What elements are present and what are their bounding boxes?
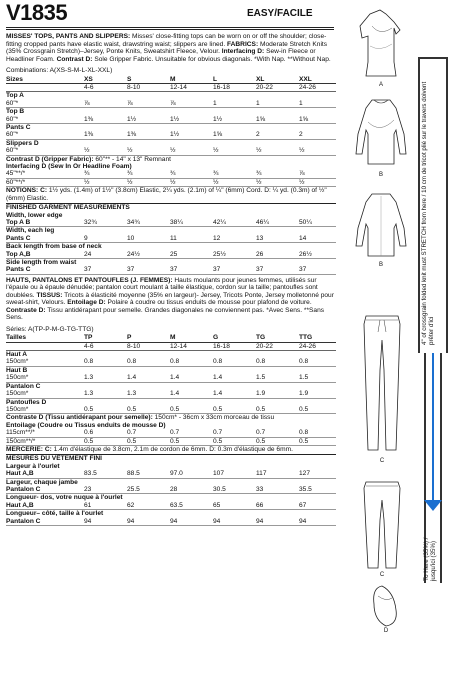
en-size-col: M	[164, 75, 207, 84]
pattern-number: V1835	[6, 0, 68, 25]
pattern-envelope-text	[6, 33, 336, 526]
en-contrast-cell	[6, 155, 336, 163]
fr-contrast-label: Contraste D (Tissu antidérapant pour semelle):	[6, 414, 153, 422]
fr-measure-cell: 63.5	[164, 502, 207, 510]
en-measure-row	[6, 235, 336, 243]
fr-measure-cell: 97.0	[164, 470, 207, 478]
en-garment-row	[6, 139, 336, 147]
en-contrast-label: Contrast D (Gripper Fabric):	[6, 155, 94, 163]
en-yardage-cell: 1⅜	[121, 131, 164, 139]
en-yardage-cell: 1	[250, 100, 293, 108]
en-yardage-cell: ½	[78, 147, 121, 155]
fr-interfacing-width: 150cm**/*	[6, 437, 78, 445]
en-measure-cell: 26	[250, 251, 293, 259]
top-a-drawing-icon	[350, 6, 412, 82]
en-contrast-text: 60"** - 14" x 13" Remnant	[93, 155, 171, 163]
en-yardage-cell: ½	[293, 147, 336, 155]
fr-measure-row	[6, 518, 336, 526]
fr-yardage-cell: 1.3	[121, 390, 164, 398]
fabrics-text: Moderate Stretch Knits (35% Crossgrain Stretch)–Jersey, Ponte Knits, Sweatshirt Fleece, Velour.	[6, 40, 328, 55]
en-measure-cell: 10	[121, 235, 164, 243]
pants-c-back-drawing-icon	[358, 480, 406, 574]
en-fabric-width: 60"*	[6, 100, 78, 108]
en-yardage-cell: 2	[250, 131, 293, 139]
interfacing-label: Interfacing D:	[221, 48, 265, 55]
en-measure-heading-row	[6, 227, 336, 235]
en-yardage-cell: ⅞	[78, 100, 121, 108]
fr-contrast-text: 150cm* - 36cm x 33cm morceau de tissu	[152, 414, 275, 422]
en-garment-name: Slippers D	[6, 139, 39, 147]
view-label-b: B	[378, 172, 383, 178]
fr-interfacing-values	[6, 437, 336, 445]
fr-fabric-width: 150cm*	[6, 374, 78, 382]
stretch-gauge-note: 4" of crossgrain folded knit must STRETCH from here / 10 cm de tricot plié sur le travers doivent prêter d'ici	[421, 81, 435, 345]
fr-yardage-cell: 1.3	[78, 374, 121, 382]
entoilage-text: Polaire à coudre ou tissus enduits de mousse pour plafond de voiture.	[105, 299, 312, 307]
en-measure-garment: Pants C	[6, 235, 78, 243]
fr-measure-cell: 117	[250, 470, 293, 478]
en-size-col: XXL	[293, 75, 336, 84]
en-blank	[6, 83, 78, 91]
en-size-subheader	[6, 83, 336, 91]
stretch-arrow-line	[432, 353, 434, 503]
fr-yardage-row	[6, 390, 336, 398]
english-description	[6, 33, 336, 63]
en-measure-cell: 9	[78, 235, 121, 243]
en-measure-garment: Top A B	[6, 219, 78, 227]
en-measure-title: FINISHED GARMENT MEASUREMENTS	[6, 203, 336, 212]
en-measure-cell: 25½	[207, 251, 250, 259]
fr-yardage-row	[6, 374, 336, 382]
en-size-subcol: 24-26	[293, 83, 336, 91]
en-yardage-cell: 1⅝	[250, 116, 293, 124]
french-title: HAUTS, PANTALONS ET PANTOUFLES (J. FEMMES):	[6, 276, 173, 284]
en-yardage-cell: ⅞	[164, 100, 207, 108]
french-desc-text: Hauts moulants pour jeunes femmes, utilisés sur l'épaule ou à épaule dénudée; pantalon court moulant à taille élastique, cordon sur la taille; pantoufles sont doublées.	[6, 276, 318, 299]
fr-measure-table	[6, 463, 336, 526]
fr-measure-cell: 94	[250, 518, 293, 526]
view-b-front-illustration	[350, 94, 412, 180]
en-measure-heading-row	[6, 243, 336, 251]
en-interfacing-values	[6, 170, 336, 178]
en-interfacing-width: 60"**/*	[6, 178, 78, 186]
en-fabric-width: 60"*	[6, 116, 78, 124]
fr-measure-heading: Longueur- dos, votre nuque à l'ourlet	[6, 494, 123, 502]
fr-size-subcol: 12-14	[164, 342, 207, 350]
fr-interfacing-cell: 0.7	[121, 429, 164, 437]
en-garment-name: Pants C	[6, 123, 31, 131]
en-measure-cell: 32¾	[78, 219, 121, 227]
fr-yardage-cell: 1.5	[250, 374, 293, 382]
en-measure-cell: 26½	[293, 251, 336, 259]
view-c-front-illustration	[358, 310, 406, 470]
en-yardage-cell: 1½	[164, 131, 207, 139]
fr-measure-cell: 88.5	[121, 470, 164, 478]
fr-interfacing-cell: 0.5	[207, 437, 250, 445]
en-yardage-cell: 2	[293, 131, 336, 139]
view-label-b-2: B	[378, 262, 383, 268]
fr-interfacing-cell: 0.5	[250, 437, 293, 445]
fr-notions-text: 1.4m d'élastique de 3.8cm, 2.1m de cordon de 6mm. D: 0.3m d'élastique de 6mm.	[51, 445, 293, 453]
en-notions-row	[6, 187, 336, 202]
fr-yardage-cell: 0.8	[164, 358, 207, 366]
en-measure-heading-row	[6, 258, 336, 266]
fr-yardage-cell: 1.4	[164, 390, 207, 398]
fabrics-label: FABRICS:	[227, 40, 259, 48]
en-notions-cell	[6, 187, 336, 202]
en-yardage-cell: 1⅜	[78, 131, 121, 139]
fr-measure-row	[6, 470, 336, 478]
en-interfacing-cell: ½	[293, 178, 336, 186]
fr-yardage-cell: 0.8	[121, 358, 164, 366]
fr-yardage-cell: 1.3	[78, 390, 121, 398]
contrast-text: Sole Gripper Fabric. Unsuitable for obvious diagonals. *With Nap. **Without Nap.	[92, 55, 331, 63]
fr-measure-cell: 25.5	[121, 486, 164, 494]
en-garment-row	[6, 108, 336, 116]
fr-garment-row	[6, 351, 336, 359]
view-label-c: C	[379, 458, 385, 464]
top-b-back-drawing-icon	[350, 190, 412, 264]
fr-measure-cell: 61	[78, 502, 121, 510]
en-interfacing-cell: ¾	[250, 170, 293, 178]
en-garment-name: Top B	[6, 108, 25, 116]
en-yardage-cell: 1	[207, 100, 250, 108]
fr-measure-cell: 94	[164, 518, 207, 526]
en-size-subcol: 4-6	[78, 83, 121, 91]
fr-interfacing-cell: 0.7	[207, 429, 250, 437]
en-measure-cell: 12	[207, 235, 250, 243]
measurements-en	[6, 203, 336, 275]
en-measure-heading: Side length from waist	[6, 258, 77, 266]
fr-interfacing-label: Entoilage (Coudre ou Tissus enduits de mousse D)	[6, 421, 166, 429]
fr-garment-row	[6, 398, 336, 406]
stretch-arrow-icon	[424, 500, 442, 511]
en-measure-cell: 11	[164, 235, 207, 243]
fr-size-col: TG	[250, 333, 293, 342]
fr-measure-cell: 83.5	[78, 470, 121, 478]
en-measure-cell: 37	[293, 266, 336, 274]
en-yardage-cell: 1	[293, 100, 336, 108]
fr-measure-heading: Longueur– côté, taille à l'ourlet	[6, 510, 104, 518]
en-interfacing-row	[6, 163, 336, 170]
fr-yardage-cell: 0.5	[293, 406, 336, 414]
en-fabric-width: 60"*	[6, 131, 78, 139]
en-garment-row	[6, 92, 336, 100]
fr-size-header	[6, 333, 336, 342]
fr-measure-cell: 28	[164, 486, 207, 494]
fr-yardage-cell: 0.5	[250, 406, 293, 414]
fr-size-subcol: 20-22	[250, 342, 293, 350]
en-interfacing-width: 45"**/*	[6, 170, 78, 178]
fr-measure-cell: 94	[293, 518, 336, 526]
fr-size-col: M	[164, 333, 207, 342]
fr-measure-title: MESURES DU VÊTEMENT FINI	[6, 454, 336, 463]
en-interfacing-values	[6, 178, 336, 186]
fr-interfacing-cell: 0.8	[293, 429, 336, 437]
fr-measure-cell: 66	[250, 502, 293, 510]
view-label-a: A	[378, 82, 383, 88]
en-measure-row	[6, 219, 336, 227]
en-measure-heading: Width, lower edge	[6, 211, 63, 219]
header-rule	[6, 27, 334, 28]
en-notions-text: 1½ yds. (1.4m) of 1½" (3.8cm) Elastic, 2¼ yds. (2.1m) of ¼" (6mm) Cord. D: ¼ yd. (0.3m) of ½" (6mm) Elastic.	[6, 187, 327, 202]
fr-yardage-row	[6, 406, 336, 414]
en-garment-name: Top A	[6, 92, 24, 100]
entoilage-label: Entoilage D:	[67, 299, 106, 307]
fr-contrast-row	[6, 414, 336, 422]
fr-measure-cell: 94	[78, 518, 121, 526]
fr-measure-cell: 94	[121, 518, 164, 526]
fr-garment-row	[6, 382, 336, 390]
en-yardage-cell: 1½	[207, 116, 250, 124]
en-measure-row	[6, 266, 336, 274]
en-interfacing-cell: ½	[164, 178, 207, 186]
fr-yardage-cell: 0.8	[293, 358, 336, 366]
header-rule-2	[6, 29, 334, 30]
en-measure-cell: 46¼	[250, 219, 293, 227]
en-measure-cell: 24½	[121, 251, 164, 259]
fr-measure-garment: Pantalon C	[6, 486, 78, 494]
english-title: MISSES' TOPS, PANTS AND SLIPPERS:	[6, 33, 131, 40]
en-yardage-cell: ½	[250, 147, 293, 155]
en-measure-cell: 50¼	[293, 219, 336, 227]
fr-measure-cell: 33	[250, 486, 293, 494]
fr-measure-cell: 23	[78, 486, 121, 494]
french-description	[6, 277, 336, 322]
fr-interfacing-cell: 0.5	[164, 437, 207, 445]
fr-size-subheader	[6, 342, 336, 350]
fr-yardage-cell: 1.9	[293, 390, 336, 398]
fr-measure-cell: 94	[207, 518, 250, 526]
view-label-d: D	[383, 628, 389, 634]
en-fabric-width: 60"*	[6, 147, 78, 155]
fr-interfacing-cell: 0.6	[78, 429, 121, 437]
interfacing-text: Sew-in Fleece or Headliner Foam.	[6, 48, 316, 63]
view-d-illustration	[364, 582, 408, 638]
fr-fabric-width: 150cm*	[6, 406, 78, 414]
fr-interfacing-cell: 0.5	[293, 437, 336, 445]
fr-yardage-row	[6, 358, 336, 366]
en-interfacing-cell: ½	[121, 178, 164, 186]
contraste-label: Contraste D:	[6, 306, 46, 314]
tissus-label: TISSUS:	[36, 291, 63, 299]
en-interfacing-cell: ¾	[78, 170, 121, 178]
yardage-table-en	[6, 75, 336, 203]
en-interfacing-cell: ⅞	[293, 170, 336, 178]
fr-size-col: P	[121, 333, 164, 342]
fr-size-subcol: 16-18	[207, 342, 250, 350]
fr-fabric-width: 150cm*	[6, 390, 78, 398]
fr-measure-heading-row	[6, 494, 336, 502]
en-size-subcol: 12-14	[164, 83, 207, 91]
fr-measure-heading: Largeur, chaque jambe	[6, 478, 78, 486]
en-size-col: XL	[250, 75, 293, 84]
en-yardage-cell: ½	[207, 147, 250, 155]
en-interfacing-cell: ¾	[121, 170, 164, 178]
en-yardage-cell: 1½	[164, 116, 207, 124]
en-yardage-row	[6, 147, 336, 155]
en-measure-heading: Back length from base of neck	[6, 243, 102, 251]
fr-measure-cell: 35.5	[293, 486, 336, 494]
yardage-table-fr	[6, 333, 336, 453]
en-measure-heading-row	[6, 212, 336, 219]
fr-interfacing-cell: 0.5	[78, 437, 121, 445]
fr-measure-garment: Pantalon C	[6, 518, 78, 526]
combinations-fr: Séries: A(TP-P-M-G-TG-TTG)	[6, 325, 94, 333]
fr-yardage-cell: 1.4	[164, 374, 207, 382]
fr-yardage-cell: 1.4	[207, 390, 250, 398]
english-desc-text: Misses' close-fitting tops can be worn on or off the shoulder; close-fitting cropped pants have elastic waist, drawstring waist; slippers are lined.	[6, 33, 327, 48]
fr-notions-cell	[6, 445, 336, 453]
fr-measure-cell: 30.5	[207, 486, 250, 494]
measurements-fr	[6, 454, 336, 526]
fr-blank	[6, 342, 78, 350]
combinations-en: Combinations: A(XS-S-M-L-XL-XXL)	[6, 67, 113, 74]
en-size-col: XS	[78, 75, 121, 84]
stretch-gauge-end-note: To Here (35%) / jusqu'ici (35%)	[423, 537, 437, 581]
fr-size-col: G	[207, 333, 250, 342]
en-measure-garment: Top A,B	[6, 251, 78, 259]
en-size-subcol: 8-10	[121, 83, 164, 91]
en-measure-garment: Pants C	[6, 266, 78, 274]
fr-garment-name: Haut A	[6, 351, 28, 359]
view-c-back-illustration	[358, 480, 406, 580]
fr-size-subcol: 24-26	[293, 342, 336, 350]
fr-measure-cell: 127	[293, 470, 336, 478]
en-measure-cell: 38¼	[164, 219, 207, 227]
view-label-c-2: C	[379, 572, 385, 578]
en-measure-cell: 42¼	[207, 219, 250, 227]
fr-yardage-cell: 1.5	[293, 374, 336, 382]
fr-measure-cell: 67	[293, 502, 336, 510]
pants-c-front-drawing-icon	[358, 310, 406, 460]
en-interfacing-cell: ½	[78, 178, 121, 186]
view-b-back-illustration	[350, 190, 412, 270]
en-size-col: S	[121, 75, 164, 84]
fr-interfacing-row	[6, 422, 336, 429]
en-measure-cell: 37	[250, 266, 293, 274]
fr-size-subcol: 8-10	[121, 342, 164, 350]
fr-measure-garment: Haut A,B	[6, 470, 78, 478]
en-measure-cell: 25	[164, 251, 207, 259]
fr-yardage-cell: 0.8	[78, 358, 121, 366]
fr-interfacing-values	[6, 429, 336, 437]
en-measure-table	[6, 212, 336, 275]
en-size-subcol: 16-18	[207, 83, 250, 91]
en-interfacing-cell: ¾	[207, 170, 250, 178]
fr-size-col: TTG	[293, 333, 336, 342]
en-yardage-row	[6, 131, 336, 139]
en-yardage-cell: 1⅝	[293, 116, 336, 124]
contraste-text: Tissu antidérapant pour semelle. Grandes diagonales ne conviennent pas. *Avec Sens. **Sans Sens.	[6, 306, 325, 322]
fr-measure-garment: Haut A,B	[6, 502, 78, 510]
fr-interfacing-cell: 0.7	[250, 429, 293, 437]
en-size-header	[6, 75, 336, 84]
view-a-illustration	[350, 6, 412, 88]
en-contrast-row	[6, 155, 336, 163]
slipper-d-drawing-icon	[364, 582, 408, 630]
fr-yardage-cell: 0.8	[207, 358, 250, 366]
en-size-col: L	[207, 75, 250, 84]
fr-measure-cell: 65	[207, 502, 250, 510]
fr-measure-heading-row	[6, 510, 336, 518]
en-notions-label: NOTIONS: C:	[6, 187, 48, 195]
fr-size-col: TP	[78, 333, 121, 342]
en-interfacing-cell: ¾	[164, 170, 207, 178]
en-yardage-cell: ½	[121, 147, 164, 155]
stretch-gauge-box	[418, 57, 448, 353]
en-measure-cell: 24	[78, 251, 121, 259]
fr-yardage-cell: 1.4	[121, 374, 164, 382]
fr-fabric-width: 150cm*	[6, 358, 78, 366]
en-yardage-cell: 1⅜	[78, 116, 121, 124]
fr-notions-label: MERCERIE: C:	[6, 445, 52, 453]
en-measure-cell: 37	[207, 266, 250, 274]
contrast-label: Contrast D:	[56, 55, 93, 63]
en-measure-heading: Width, each leg	[6, 227, 55, 235]
difficulty-label: EASY/FACILE	[247, 8, 313, 19]
en-yardage-row	[6, 116, 336, 124]
fr-interfacing-cell: 0.5	[121, 437, 164, 445]
fr-notions-row	[6, 445, 336, 453]
fr-yardage-cell: 1.4	[207, 374, 250, 382]
en-yardage-cell: 1½	[121, 116, 164, 124]
fr-yardage-cell: 0.5	[164, 406, 207, 414]
fr-measure-row	[6, 502, 336, 510]
en-measure-cell: 37	[164, 266, 207, 274]
fr-yardage-cell: 0.5	[78, 406, 121, 414]
fr-measure-heading: Largeur à l'ourlet	[6, 462, 60, 470]
en-interfacing-cell: ½	[207, 178, 250, 186]
en-measure-cell: 13	[250, 235, 293, 243]
fr-measure-heading-row	[6, 463, 336, 470]
fr-yardage-cell: 0.5	[207, 406, 250, 414]
en-yardage-cell: ½	[164, 147, 207, 155]
en-size-label: Sizes	[6, 75, 78, 84]
fr-interfacing-cell: 0.7	[164, 429, 207, 437]
fr-yardage-cell: 0.5	[121, 406, 164, 414]
fr-size-label: Tailles	[6, 333, 78, 342]
fr-yardage-cell: 1.9	[250, 390, 293, 398]
en-measure-cell: 14	[293, 235, 336, 243]
fr-garment-name: Pantalon C	[6, 382, 41, 390]
fr-measure-row	[6, 486, 336, 494]
fr-garment-name: Haut B	[6, 366, 28, 374]
tissus-text: Tricots à élasticité moyenne (35% en largeur)- Jersey, Tricots Ponte, Jersey molletonné pour sweat-shirt, Velours.	[6, 291, 334, 307]
en-measure-row	[6, 251, 336, 259]
en-interfacing-cell: ½	[250, 178, 293, 186]
fr-interfacing-width: 115cm**/*	[6, 429, 78, 437]
en-measure-cell: 37	[78, 266, 121, 274]
fr-measure-cell: 62	[121, 502, 164, 510]
fr-size-subcol: 4-6	[78, 342, 121, 350]
en-yardage-cell: 1⅝	[207, 131, 250, 139]
en-interfacing-label: Interfacing D (Sew In Or Headline Foam)	[6, 162, 132, 170]
fr-measure-heading-row	[6, 478, 336, 486]
fr-garment-name: Pantoufles D	[6, 398, 47, 406]
en-size-subcol: 20-22	[250, 83, 293, 91]
fr-measure-cell: 107	[207, 470, 250, 478]
fr-yardage-cell: 0.8	[250, 358, 293, 366]
en-yardage-cell: ⅞	[121, 100, 164, 108]
en-measure-cell: 37	[121, 266, 164, 274]
en-measure-cell: 34¾	[121, 219, 164, 227]
top-b-front-drawing-icon	[350, 94, 412, 174]
fr-garment-row	[6, 366, 336, 374]
en-yardage-row	[6, 100, 336, 108]
fr-contrast-cell	[6, 414, 336, 422]
